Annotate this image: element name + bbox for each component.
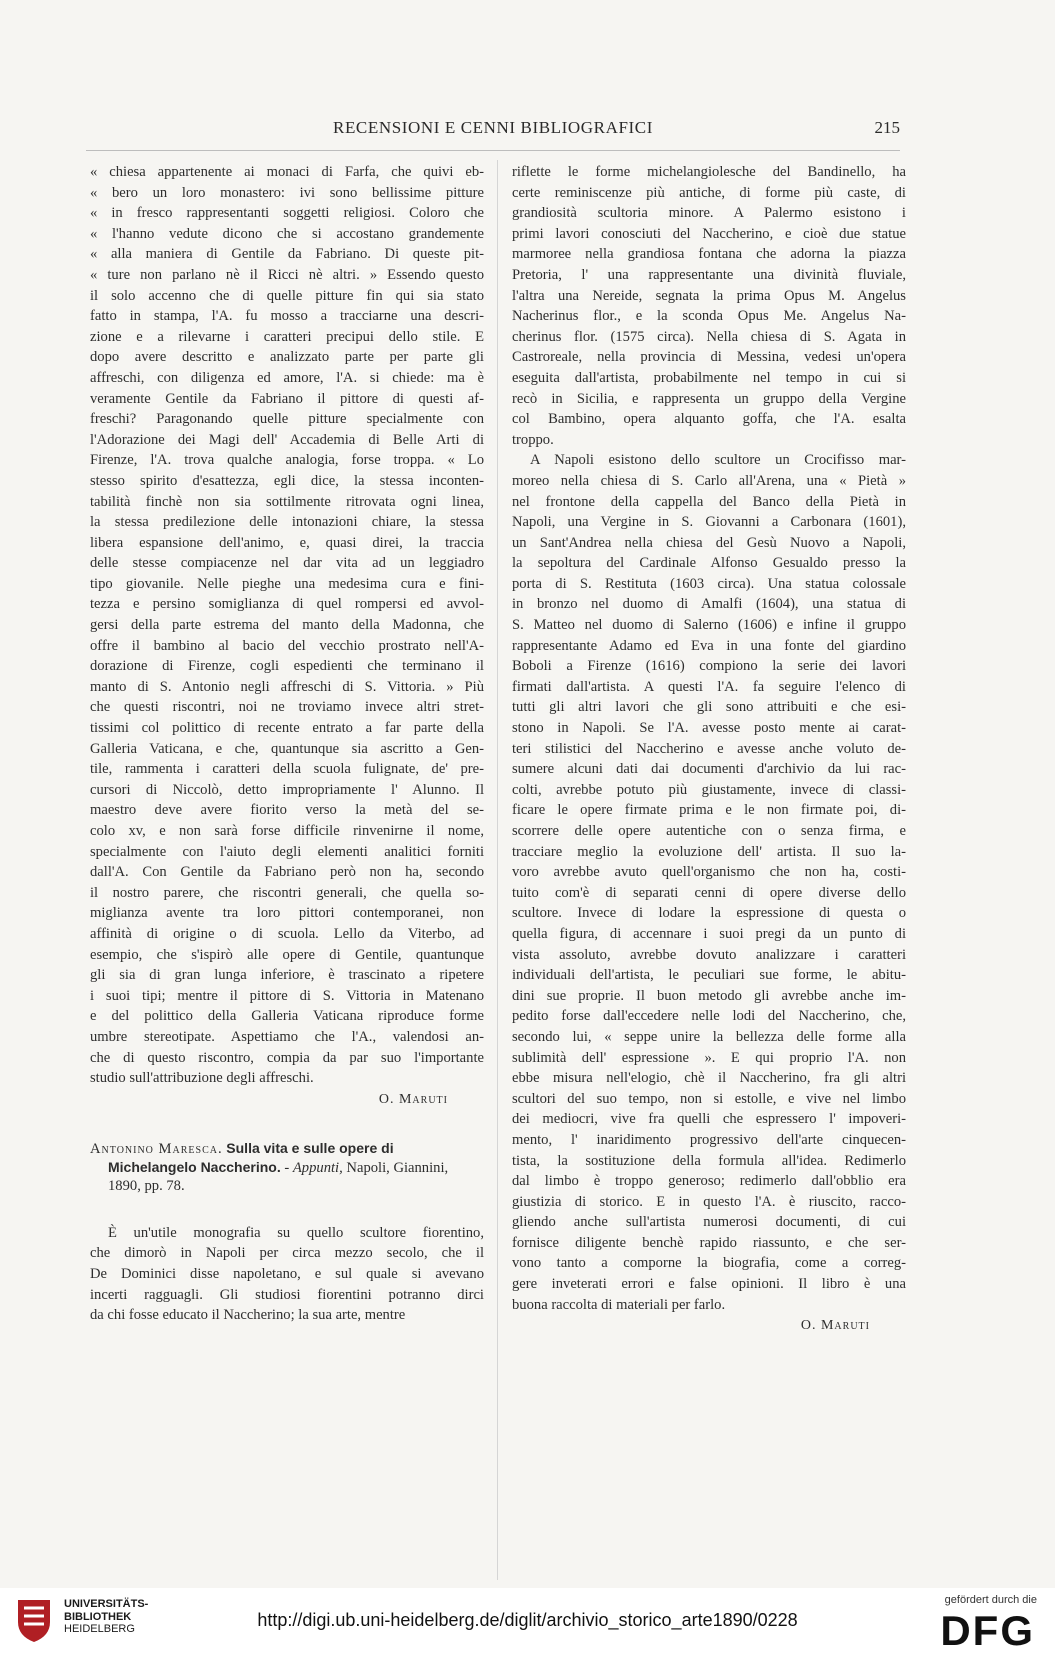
- right-text-line: eseguita dall'artista, probabilmente nel tempo in cui si: [512, 369, 906, 386]
- right-column: [512, 162, 906, 1337]
- left-text-line: e del polittico della Galleria Vaticana riproduce forme: [90, 1008, 484, 1025]
- right-text-line: certe reminiscenze più antiche, di forme più caste, di: [512, 184, 906, 201]
- left-text-line: il nostro parere, che riscontri generali, che quella so-: [90, 884, 484, 901]
- dfg-logo: DFG: [940, 1607, 1035, 1654]
- right-text-line: rappresentante Adamo ed Eva in una fonte del giardino: [512, 637, 906, 654]
- left-text-line: il solo accenno che di quelle pitture fin qui sia stato: [90, 287, 484, 304]
- right-text-line: dal limbo è troppo generoso; redimerlo dall'obblio era: [512, 1173, 906, 1190]
- right-text-line: riflette le forme michelangiolesche del Bandinello, ha: [512, 164, 906, 180]
- left-text-line: colo xv, e non sarà forse difficile rinvenirne il nome,: [90, 823, 484, 839]
- right-text-line: primi lavori conosciuti del Naccherino, e cioè due statue: [512, 225, 906, 242]
- right-text-line: dei mediocri, vive fra quelli che espressero l' impoveri-: [512, 1111, 906, 1128]
- right-text-line: nel frontone della cappella del Banco della Pietà in: [512, 493, 906, 510]
- right-text-line: giustizia di storico. E in questo l'A. è riuscito, racco-: [512, 1193, 906, 1210]
- funding-caption: gefördert durch die: [944, 1594, 1037, 1606]
- right-text-line: sublimità dell' espressione ». E qui proprio l'A. non: [512, 1049, 906, 1066]
- left-text-line: affreschi, con diligenza ed amore, l'A. si chiede: ma è: [90, 369, 484, 386]
- column-divider: [497, 160, 498, 1580]
- bib-title: Sulla vita e sulle opere di Michelangelo Naccherino.: [108, 1139, 394, 1175]
- right-text-line: individuali dell'artista, le peculiari sue forme, le abitu-: [512, 967, 906, 984]
- left-text-line: stesso spirito d'esattezza, egli dice, la stessa inconten-: [90, 472, 484, 489]
- left-column: [90, 162, 484, 1326]
- left-column-text-2: [90, 1223, 484, 1326]
- right-text-line: sumere alcuni dati dai documenti d'archivio da lui rac-: [512, 761, 906, 778]
- header-rule: [86, 150, 900, 151]
- left-text-line: umbre stereotipate. Aspettiamo che l'A., valendosi an-: [90, 1028, 484, 1045]
- left-text-line: « chiesa appartenente ai monaci di Farfa, che quivi eb-: [90, 164, 484, 180]
- right-text-line: scorrere delle opere autentiche con o senza firma, e: [512, 823, 906, 839]
- left-text-line: cursori di Niccolò, detto impropriamente l' Alunno. Il: [90, 781, 484, 798]
- right-text-line: scultori del suo tempo, non si estolle, e vive nel limbo: [512, 1090, 906, 1107]
- right-text-line: la sepoltura del Cardinale Alfonso Gesualdo presso la: [512, 555, 906, 572]
- left-text-line: libera espansione dell'animo, e, quasi direi, la traccia: [90, 534, 484, 551]
- left-text-line: esempio, che s'ispirò alle opere di Gentile, quantunque: [90, 946, 484, 963]
- right-text-line: A Napoli esistono dello scultore un Crocifisso mar-: [530, 452, 906, 469]
- right-text-line: tista, la sostituzione della formula all'idea. Redimerlo: [512, 1152, 906, 1169]
- left-text-2-line: De Dominici disse napoletano, e sul quale si avevano: [90, 1265, 484, 1282]
- right-text-line: teri stilistici del Naccherino e avesse anche voluto de-: [512, 740, 906, 757]
- right-text-line: dini sue proprie. Il buon metodo gli avrebbe anche im-: [512, 987, 906, 1004]
- right-text-line: ficare le opere firmate prima e le non firmate poi, di-: [512, 802, 906, 819]
- right-text-line: ebbe misura nell'elogio, chè il Naccherino, fra gli altri: [512, 1070, 906, 1087]
- right-text-line: gere inveterati errori e false opinioni. Il libro è una: [512, 1276, 906, 1293]
- left-text-line: delle stesse compiacenze nel dar vita ad un leggiadro: [90, 555, 484, 572]
- right-text-line: in bronzo nel duomo di Amalfi (1604), una statua di: [512, 596, 906, 613]
- right-text-line: Nacherinus flor., e la sconda Opus Me. Angelus Na-: [512, 308, 906, 325]
- bib-author: Antonino Maresca.: [90, 1140, 223, 1157]
- bib-subtitle: Appunti,: [292, 1159, 343, 1176]
- right-text-line: vista assoluto, avrebbe dovuto analizzare i caratteri: [512, 946, 906, 963]
- page-number: 215: [874, 118, 900, 137]
- left-text-line: tile, rammenta i caratteri della scuola fulignate, de' pre-: [90, 761, 484, 778]
- right-text-line: recò in Sicilia, e rappresenta un gruppo della Vergine: [512, 390, 906, 407]
- left-text-line: « l'hanno vedute dicono che si accostano grandemente: [90, 225, 484, 242]
- left-text-line: maestro deve avere fiorito verso la metà del se-: [90, 802, 484, 819]
- left-text-line: fatto in stampa, l'A. fu mosso a tracciarne una descri-: [90, 308, 484, 325]
- left-text-line: freschi? Paragonando quelle pitture specialmente con: [90, 411, 484, 428]
- left-text-line: tezza e persino somiglianza di quel rompersi ed avvol-: [90, 596, 484, 613]
- left-text-line: tissimi col polittico di recente entrato a far parte della: [90, 720, 484, 737]
- right-text-line: grandiosità scultoria minore. A Palermo esistono i: [512, 205, 906, 222]
- right-text-line: scultore. Invece di lodare la espressione di questa o: [512, 905, 906, 922]
- right-text-line: firmati dall'artista. A questi l'A. fa seguire l'elenco di: [512, 678, 906, 695]
- running-header: [86, 118, 900, 144]
- right-text-line: tracciare meglio la evoluzione dell' artista. Il suo la-: [512, 843, 906, 860]
- left-text-line: studio sull'attribuzione degli affreschi.: [90, 1070, 314, 1087]
- left-text-line: che di questo riscontro, compia da par suo l'importante: [90, 1049, 484, 1066]
- left-text-line: manto di S. Antonio negli affreschi di S. Vittoria. » Più: [90, 678, 484, 695]
- right-text-line: Castroreale, nella provincia di Messina, vedesi un'opera: [512, 349, 906, 366]
- right-text-line: secondo lui, « seppe unire la bellezza delle forme alla: [512, 1028, 906, 1045]
- left-text-2-line: che dimorò in Napoli per circa mezzo secolo, che il: [90, 1245, 484, 1262]
- right-text-line: S. Matteo nel duomo di Salerno (1606) e infine il gruppo: [512, 617, 906, 634]
- right-text-line: porta di S. Restituta (1603 circa). Una statua colossale: [512, 575, 906, 592]
- left-text-line: gersi della parte estrema del manto della Madonna, che: [90, 617, 484, 634]
- left-text-line: tabilità finchè non sia sottilmente ritrovata ogni linea,: [90, 493, 484, 510]
- left-text-line: dorazione di Firenze, cogli espedienti che terminano il: [90, 658, 484, 675]
- right-text-line: tuito com'è di separati cenni di opere diverse dello: [512, 884, 906, 901]
- source-url[interactable]: http://digi.ub.uni-heidelberg.de/diglit/archivio_storico_arte1890/0228: [257, 1610, 798, 1630]
- left-text-line: tipo giovanile. Nelle pieghe una medesima cura e fini-: [90, 575, 484, 592]
- bibliography-entry: Antonino Maresca. Sulla vita e sulle opere di Michelangelo Naccherino. - Appunti, Napoli, Giannini, 1890, pp. 78.: [90, 1139, 449, 1194]
- left-text-line: Galleria Vaticana, e che, quantunque sia ascritto a Gen-: [90, 740, 484, 757]
- right-text-line: quella figura, di accennare i suoi pregi da un punto di: [512, 925, 906, 942]
- right-column-text: [512, 162, 906, 1315]
- left-text-2-line: da chi fosse educato il Naccherino; la sua arte, mentre: [90, 1307, 406, 1324]
- left-text-2-line: È un'utile monografia su quello scultore fiorentino,: [108, 1224, 484, 1241]
- left-text-line: Firenze, l'A. trova qualche analogia, forse troppa. « Lo: [90, 452, 484, 469]
- footer-bar: [0, 1588, 1055, 1658]
- left-text-line: « in fresco rappresentanti soggetti religiosi. Coloro che: [90, 205, 484, 222]
- left-text-line: che questi riscontri, noi ne troviamo invece altri stret-: [90, 699, 484, 716]
- header-title: RECENSIONI E CENNI BIBLIOGRAFICI: [333, 118, 653, 137]
- left-text-line: zione e a rilevarne i caratteri precipui dello stile. E: [90, 328, 484, 345]
- right-text-line: moreo nella chiesa di S. Carlo all'Arena, una « Pietà »: [512, 472, 906, 489]
- left-text-line: la stessa predilezione delle intonazioni chiare, la stessa: [90, 514, 484, 531]
- signature-left: O. Maruti: [378, 1091, 448, 1107]
- right-text-line: tutti gli altri lavori che gli sono attribuiti e che esi-: [512, 699, 906, 716]
- left-text-line: offre il bambino al bacio del vecchio prostrato nell'A-: [90, 637, 484, 654]
- left-text-line: veramente Gentile da Fabriano il pittore di questi af-: [90, 390, 484, 407]
- right-text-line: gliendo anche sull'artista numerosi documenti, di cui: [512, 1214, 906, 1231]
- left-text-line: miglianza avente tra loro pittori contemporanei, non: [90, 905, 484, 922]
- right-text-line: Boboli a Firenze (1616) compiono la serie dei lavori: [512, 658, 906, 675]
- left-text-line: « bero un loro monastero: ivi sono bellissime pitture: [90, 184, 484, 201]
- left-text-line: affinità di origine o di scuola. Lello da Viterbo, ad: [90, 925, 484, 942]
- left-column-text: [90, 162, 484, 1089]
- right-text-line: troppo.: [512, 431, 554, 448]
- left-text-line: l'Adorazione dei Magi dell' Accademia di Belle Arti di: [90, 431, 484, 448]
- right-text-line: pedito forse dall'eccedere nelle lodi del Naccherino, che,: [512, 1008, 906, 1025]
- right-text-line: vono tanto a comporne la biografia, come a correg-: [512, 1255, 906, 1272]
- right-text-line: buona raccolta di materiali per farlo.: [512, 1296, 726, 1313]
- left-text-line: dall'A. Con Gentile da Fabriano però non ha, secondo: [90, 864, 484, 881]
- right-text-line: col Bambino, opera alquanto goffa, che l'A. esalta: [512, 411, 906, 428]
- right-text-line: Napoli, una Vergine in S. Giovanni a Carbonara (1601),: [512, 514, 906, 531]
- signature-right: O. Maruti: [800, 1318, 870, 1334]
- right-text-line: colti, avrebbe potuto più giustamente, invece di classi-: [512, 781, 906, 798]
- right-text-line: Pretoria, l' una rappresentante una divinità fluviale,: [512, 266, 906, 283]
- right-text-line: cherinus flor. (1575 circa). Nella chiesa di S. Agata in: [512, 328, 906, 345]
- library-name: UNIVERSITÄTS- BIBLIOTHEK HEIDELBERG: [64, 1598, 149, 1635]
- left-text-line: gli sia di gran lunga inferiore, è trascinato a ripetere: [90, 967, 484, 984]
- right-text-line: mento, l' inaridimento progressivo dell'arte cinquecen-: [512, 1131, 906, 1148]
- right-text-line: voro avrebbe avuto quell'organismo che non ha, costi-: [512, 864, 906, 881]
- left-text-line: i suoi tipi; mentre il pittore di S. Vittoria in Matenano: [90, 987, 484, 1004]
- left-text-line: specialmente con l'aiuto degli elementi analitici forniti: [90, 843, 484, 860]
- right-text-line: stono in Napoli. Se l'A. avesse posto mente ai carat-: [512, 720, 906, 737]
- right-text-line: fornisce diligente benchè rapido riassunto, e che ser-: [512, 1234, 906, 1251]
- right-text-line: marmoree nella grandiosa fontana che adorna la piazza: [512, 246, 906, 263]
- left-text-line: « ture non parlano nè il Ricci nè altri. » Essendo questo: [90, 266, 484, 283]
- left-text-line: « alla maniera di Gentile da Fabriano. Di queste pit-: [90, 246, 484, 263]
- left-text-2-line: incerti ragguagli. Gli studiosi fiorentini potranno dirci: [90, 1286, 484, 1303]
- right-text-line: l'altra una Nereide, segnata la prima Opus M. Angelus: [512, 287, 906, 304]
- bib-publication: Napoli, Giannini, 1890, pp. 78.: [108, 1159, 449, 1194]
- left-text-line: dopo avere descritto e analizzato parte per parte gli: [90, 349, 484, 366]
- right-text-line: un Sant'Andrea nella chiesa del Gesù Nuovo a Napoli,: [512, 534, 906, 551]
